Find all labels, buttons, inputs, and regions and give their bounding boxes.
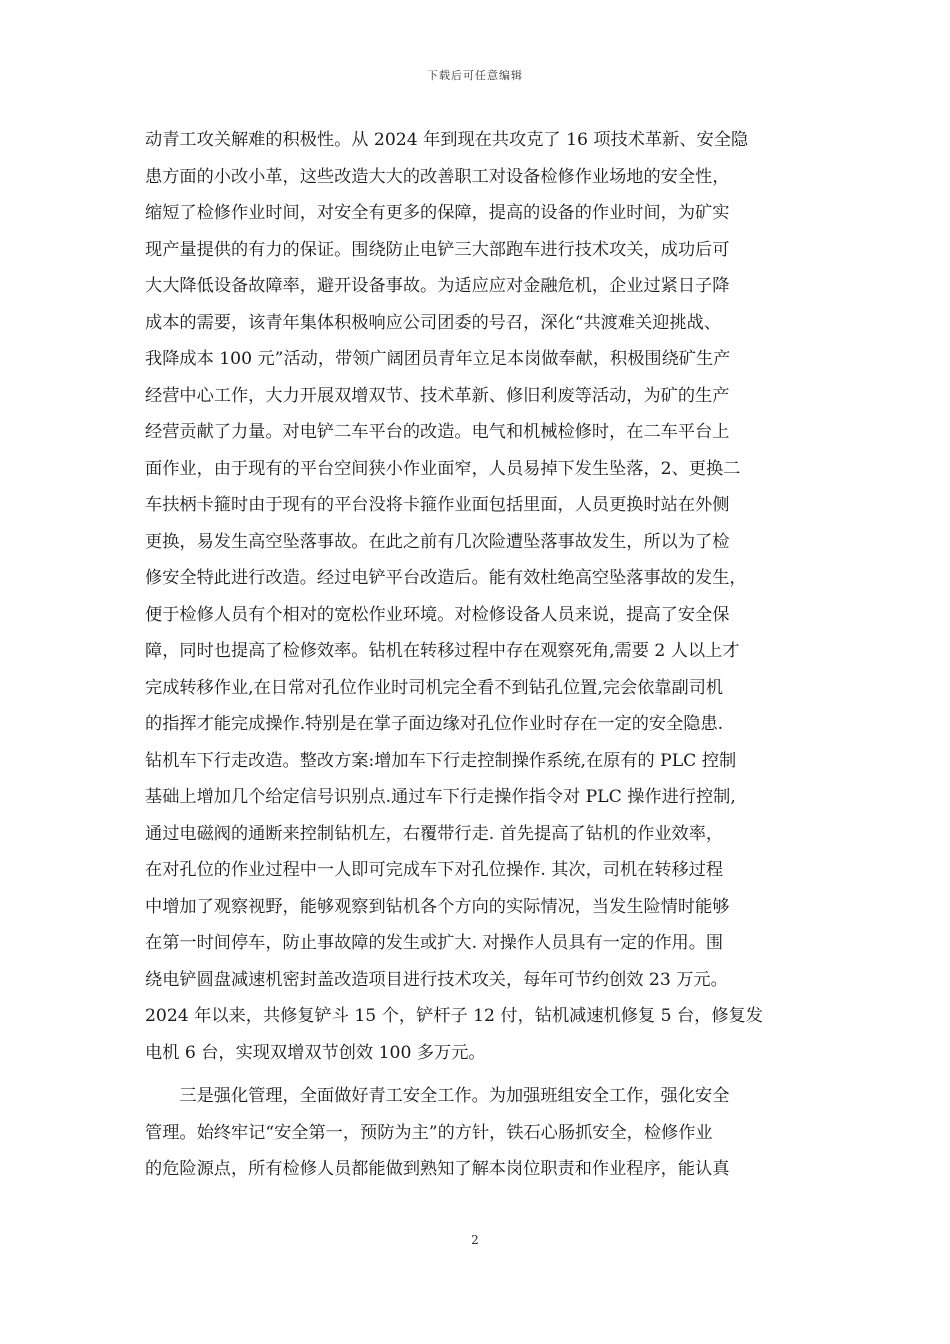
text-line: 更换，易发生高空坠落事故。在此之前有几次险遭坠落事故发生，所以为了检 — [145, 531, 730, 552]
text-line: 经营中心工作，大力开展双增双节、技术革新、修旧利废等活动，为矿的生产 — [145, 385, 730, 406]
text-line: 大大降低设备故障率，避开设备事故。为适应应对金融危机，企业过紧日子降 — [145, 276, 730, 296]
text-line: 的危险源点，所有检修人员都能做到熟知了解本岗位职责和作业程序，能认真 — [145, 1159, 730, 1179]
text-line: 我降成本 100 元”活动，带领广阔团员青年立足本岗做奉献，积极围绕矿生产 — [145, 349, 731, 369]
text-line: 经营贡献了力量。对电铲二车平台的改造。电气和机械检修时，在二车平台上 — [145, 422, 730, 442]
text-line: 缩短了检修作业时间，对安全有更多的保障，提高的设备的作业时间，为矿实 — [145, 203, 730, 223]
text-line: 中增加了观察视野，能够观察到钻机各个方向的实际情况，当发生险情时能够 — [145, 896, 730, 917]
text-line: 动青工攻关解难的积极性。从 2024 年到现在共攻克了 16 项技术革新、安全隐 — [145, 130, 749, 150]
text-line: 2024 年以来，共修复铲斗 15 个，铲杆子 12 付，钻机减速机修复 5 台，修复发 — [145, 1006, 763, 1026]
page-number: 2 — [471, 1233, 479, 1247]
text-line: 在对孔位的作业过程中一人即可完成车下对孔位操作. 其次，司机在转移过程 — [145, 860, 724, 880]
text-line: 患方面的小改小革，这些改造大大的改善职工对设备检修作业场地的安全性， — [145, 166, 730, 187]
text-line: 管理。始终牢记“安全第一，预防为主”的方针，铁石心肠抓安全，检修作业 — [145, 1122, 713, 1143]
document-body — [145, 122, 810, 1188]
text-line: 电机 6 台，实现双增双节创效 100 多万元。 — [145, 1042, 486, 1063]
text-line: 绕电铲圆盘减速机密封盖改造项目进行技术攻关，每年可节约创效 23 万元。 — [145, 969, 728, 990]
text-line: 的指挥才能完成操作.特别是在掌子面边缘对孔位作业时存在一定的安全隐患. — [145, 714, 724, 734]
text-line: 车扶柄卡箍时由于现有的平台没将卡箍作业面包括里面，人员更换时站在外侧 — [145, 495, 730, 515]
text-line: 完成转移作业,在日常对孔位作业时司机完全看不到钻孔位置,完会依靠副司机 — [145, 677, 724, 698]
text-line: 基础上增加几个给定信号识别点.通过车下行走操作指令对 PLC 操作进行控制, — [145, 787, 736, 807]
paragraph-2 — [145, 1078, 810, 1188]
text-line: 面作业，由于现有的平台空间狭小作业面窄，人员易掉下发生坠落，2、更换二 — [145, 458, 741, 479]
text-line: 三是强化管理，全面做好青工安全工作。为加强班组安全工作，强化安全 — [145, 1086, 730, 1106]
text-line: 成本的需要，该青年集体积极响应公司团委的号召，深化“共渡难关迎挑战、 — [145, 312, 721, 333]
text-line: 现产量提供的有力的保证。围绕防止电铲三大部跑车进行技术攻关，成功后可 — [145, 239, 730, 260]
text-line: 修安全特此进行改造。经过电铲平台改造后。能有效杜绝高空坠落事故的发生， — [145, 568, 747, 588]
paragraph-spacer — [145, 1071, 810, 1078]
text-line: 在第一时间停车，防止事故障的发生或扩大. 对操作人员具有一定的作用。围 — [145, 933, 724, 953]
text-line: 钻机车下行走改造。整改方案:增加车下行走控制操作系统,在原有的 PLC 控制 — [145, 750, 737, 771]
text-line: 通过电磁阀的通断来控制钻机左，右覆带行走. 首先提高了钻机的作业效率， — [145, 823, 724, 844]
text-line: 便于检修人员有个相对的宽松作业环境。对检修设备人员来说，提高了安全保 — [145, 604, 730, 625]
page-header: 下载后可任意编辑 — [427, 69, 523, 82]
paragraph-1 — [145, 122, 810, 1071]
text-line: 障，同时也提高了检修效率。钻机在转移过程中存在观察死角,需要 2 人以上才 — [145, 641, 740, 661]
